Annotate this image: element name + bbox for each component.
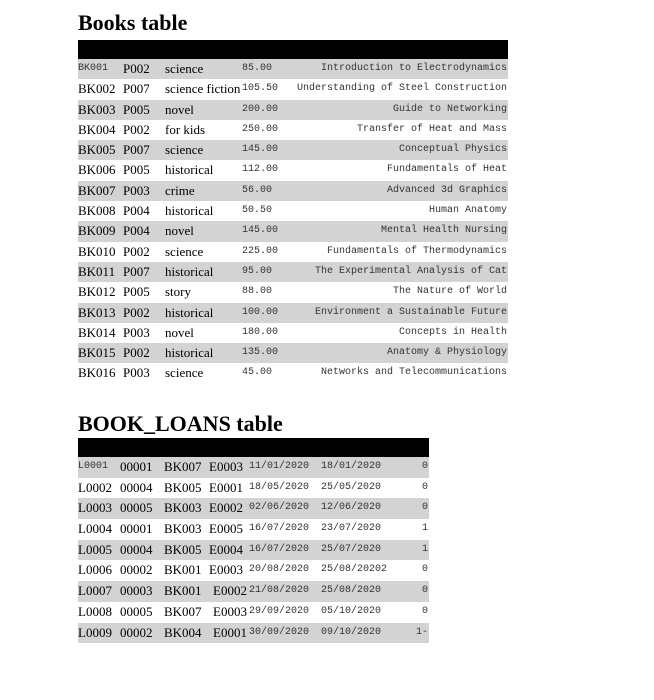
loans-cell-id: L0009 [78, 624, 112, 640]
books-cell-price: 145.00 [242, 144, 279, 156]
books-cell-cat: historical [165, 263, 214, 279]
books-cell-name: Transfer of Heat and Mass [356, 123, 507, 135]
loans-cell-flag: 1 [421, 523, 428, 535]
loans-cell-id: L0002 [78, 479, 112, 495]
books-cell-id: BK009 [78, 223, 116, 239]
loans-cell-member: 00003 [120, 583, 153, 599]
loans-cell-out: 11/01/2020 [249, 461, 310, 472]
loans-row [78, 457, 429, 478]
loans-row [78, 519, 429, 540]
loans-cell-emp: E0004 [209, 541, 243, 557]
books-table [78, 40, 508, 384]
books-cell-price: 88.00 [242, 286, 273, 298]
books-cell-pub: P007 [123, 81, 150, 97]
loans-cell-book: BK001 [164, 583, 202, 599]
books-cell-name: The Nature of World [392, 286, 507, 298]
books-cell-pub: P003 [123, 182, 150, 198]
loans-cell-flag: 0 [421, 564, 428, 576]
book-loans-table [78, 438, 429, 643]
books-cell-price: 95.00 [242, 265, 273, 277]
books-cell-cat: for kids [165, 121, 206, 137]
books-cell-price: 45.00 [242, 367, 273, 379]
books-table-title: Books table [78, 10, 188, 35]
books-cell-name: Guide to Networking [392, 103, 507, 115]
books-cell-cat: historical [165, 304, 214, 320]
loans-cell-out: 30/09/2020 [249, 626, 310, 638]
loans-cell-member: 00004 [120, 541, 153, 557]
books-row [78, 262, 508, 282]
books-cell-id: BK002 [78, 81, 116, 97]
books-cell-id: BK010 [78, 243, 116, 259]
books-cell-id: BK004 [78, 121, 116, 137]
loans-cell-due: 25/08/2020 [321, 585, 382, 597]
books-cell-id: BK006 [78, 162, 116, 178]
loans-cell-id: L0004 [78, 521, 112, 537]
loans-row [78, 623, 429, 644]
loans-row [78, 478, 429, 499]
books-cell-pub: P007 [123, 142, 150, 158]
loans-cell-member: 00005 [120, 603, 153, 619]
loans-cell-emp: E0002 [213, 583, 247, 599]
books-row [78, 100, 508, 120]
loans-cell-emp: E0001 [209, 479, 243, 495]
books-cell-name: Fundamentals of Heat [386, 164, 507, 176]
loans-cell-id: L0006 [78, 562, 112, 578]
loans-cell-due: 05/10/2020 [321, 605, 382, 617]
books-cell-pub: P005 [123, 101, 150, 117]
loans-cell-emp: E0003 [209, 562, 243, 578]
loans-cell-flag: 1- [415, 626, 428, 638]
books-cell-price: 50.50 [242, 205, 273, 217]
books-cell-pub: P002 [123, 345, 150, 361]
books-cell-name: Mental Health Nursing [380, 225, 507, 237]
books-cell-cat: historical [165, 345, 214, 361]
books-cell-pub: P004 [123, 203, 150, 219]
loans-cell-id: L0008 [78, 603, 112, 619]
loans-cell-flag: 0 [421, 481, 428, 493]
loans-cell-book: BK001 [164, 562, 202, 578]
loans-cell-out: 21/08/2020 [249, 585, 310, 597]
loans-cell-emp: E0003 [213, 603, 247, 619]
loans-row [78, 581, 429, 602]
books-cell-price: 200.00 [242, 103, 279, 115]
books-cell-id: BK014 [78, 324, 116, 340]
books-cell-price: 105.50 [242, 83, 279, 95]
loans-cell-id: L0003 [78, 500, 112, 516]
loans-cell-due: 25/07/2020 [321, 543, 382, 555]
books-cell-id: BK001 [78, 63, 109, 74]
books-row [78, 323, 508, 343]
loans-cell-book: BK005 [164, 479, 202, 495]
books-row [78, 181, 508, 201]
books-cell-id: BK007 [78, 182, 116, 198]
loans-cell-flag: 0 [421, 585, 428, 597]
books-cell-cat: novel [165, 223, 194, 239]
loans-table-header [78, 438, 429, 457]
loans-cell-member: 00002 [120, 624, 153, 640]
books-cell-pub: P005 [123, 162, 150, 178]
books-row [78, 221, 508, 241]
loans-cell-id: L0007 [78, 583, 112, 599]
books-cell-id: BK008 [78, 203, 116, 219]
books-row [78, 303, 508, 323]
books-cell-pub: P005 [123, 284, 150, 300]
loans-row [78, 602, 429, 623]
loans-cell-flag: 0 [421, 605, 428, 617]
loans-cell-due: 23/07/2020 [321, 523, 382, 535]
loans-cell-book: BK005 [164, 541, 202, 557]
loans-row [78, 498, 429, 519]
books-cell-name: Advanced 3d Graphics [386, 184, 507, 196]
books-cell-pub: P002 [123, 121, 150, 137]
books-cell-cat: science [165, 61, 204, 76]
loans-cell-flag: 0 [421, 461, 428, 472]
books-cell-price: 250.00 [242, 123, 279, 135]
books-cell-cat: novel [165, 324, 194, 340]
books-cell-pub: P004 [123, 223, 150, 239]
books-cell-price: 225.00 [242, 245, 279, 257]
loans-cell-id: L0005 [78, 541, 112, 557]
books-cell-name: Human Anatomy [428, 205, 507, 217]
books-cell-name: The Experimental Analysis of Cat [314, 265, 507, 277]
books-cell-pub: P003 [123, 365, 150, 381]
books-row [78, 363, 508, 383]
books-row [78, 201, 508, 221]
books-cell-name: Understanding of Steel Construction [296, 83, 507, 95]
loans-cell-due: 18/01/2020 [321, 461, 382, 472]
books-cell-id: BK003 [78, 101, 116, 117]
loans-cell-emp: E0002 [209, 500, 243, 516]
loans-cell-emp: E0001 [213, 624, 247, 640]
books-cell-price: 135.00 [242, 347, 279, 359]
books-cell-pub: P003 [123, 324, 150, 340]
books-cell-price: 85.00 [242, 63, 273, 74]
books-cell-id: BK005 [78, 142, 116, 158]
books-cell-name: Introduction to Electrodynamics [320, 63, 507, 74]
books-cell-name: Fundamentals of Thermodynamics [326, 245, 507, 257]
loans-cell-due: 25/08/20202 [321, 564, 388, 576]
loans-cell-member: 00005 [120, 500, 153, 516]
loans-cell-due: 12/06/2020 [321, 502, 382, 514]
loans-cell-book: BK007 [164, 459, 202, 474]
books-cell-id: BK016 [78, 365, 116, 381]
books-cell-name: Concepts in Health [398, 326, 507, 338]
books-cell-name: Networks and Telecommunications [320, 367, 507, 379]
loans-row [78, 560, 429, 581]
books-cell-price: 112.00 [242, 164, 279, 176]
loans-cell-member: 00001 [120, 521, 153, 537]
loans-cell-member: 00001 [120, 459, 153, 474]
books-row [78, 120, 508, 140]
books-cell-cat: crime [165, 182, 195, 198]
loans-cell-out: 29/09/2020 [249, 605, 310, 617]
loans-cell-book: BK004 [164, 624, 202, 640]
books-cell-id: BK012 [78, 284, 116, 300]
loans-cell-book: BK007 [164, 603, 202, 619]
books-row [78, 343, 508, 363]
books-cell-price: 56.00 [242, 184, 273, 196]
books-cell-pub: P002 [123, 243, 150, 259]
books-row [78, 242, 508, 262]
books-cell-name: Environment a Sustainable Future [314, 306, 507, 318]
books-cell-id: BK015 [78, 345, 116, 361]
loans-table-title: BOOK_LOANS table [78, 411, 283, 436]
loans-cell-due: 09/10/2020 [321, 626, 382, 638]
books-cell-price: 100.00 [242, 306, 279, 318]
loans-cell-book: BK003 [164, 500, 202, 516]
books-cell-pub: P002 [123, 304, 150, 320]
books-cell-price: 145.00 [242, 225, 279, 237]
books-cell-cat: historical [165, 203, 214, 219]
books-cell-id: BK011 [78, 263, 116, 279]
books-cell-cat: historical [165, 162, 214, 178]
books-cell-id: BK013 [78, 304, 116, 320]
loans-cell-id: L0001 [78, 461, 109, 472]
books-cell-cat: science [165, 365, 204, 381]
loans-cell-flag: 1 [421, 543, 428, 555]
loans-cell-emp: E0005 [209, 521, 243, 537]
books-cell-pub: P007 [123, 263, 150, 279]
books-cell-name: Anatomy & Physiology [386, 347, 507, 359]
loans-cell-member: 00004 [120, 479, 153, 495]
loans-cell-out: 20/08/2020 [249, 564, 310, 576]
books-cell-cat: science [165, 243, 204, 259]
loans-cell-out: 02/06/2020 [249, 502, 310, 514]
books-row [78, 282, 508, 302]
loans-cell-member: 00002 [120, 562, 153, 578]
books-row [78, 160, 508, 180]
books-cell-cat: science [165, 142, 204, 158]
books-cell-price: 180.00 [242, 326, 279, 338]
loans-cell-due: 25/05/2020 [321, 481, 382, 493]
books-cell-pub: P002 [123, 61, 150, 76]
books-cell-name: Conceptual Physics [398, 144, 507, 156]
books-row [78, 140, 508, 160]
books-row [78, 79, 508, 99]
loans-row [78, 540, 429, 561]
loans-cell-flag: 0 [421, 502, 428, 514]
books-cell-cat: novel [165, 101, 194, 117]
loans-cell-out: 16/07/2020 [249, 523, 310, 535]
loans-cell-emp: E0003 [209, 459, 243, 474]
loans-cell-book: BK003 [164, 521, 202, 537]
books-table-header [78, 40, 508, 59]
books-row [78, 59, 508, 79]
books-cell-cat: science fiction [165, 81, 241, 97]
books-cell-cat: story [165, 284, 191, 300]
loans-cell-out: 18/05/2020 [249, 481, 310, 493]
loans-cell-out: 16/07/2020 [249, 543, 310, 555]
